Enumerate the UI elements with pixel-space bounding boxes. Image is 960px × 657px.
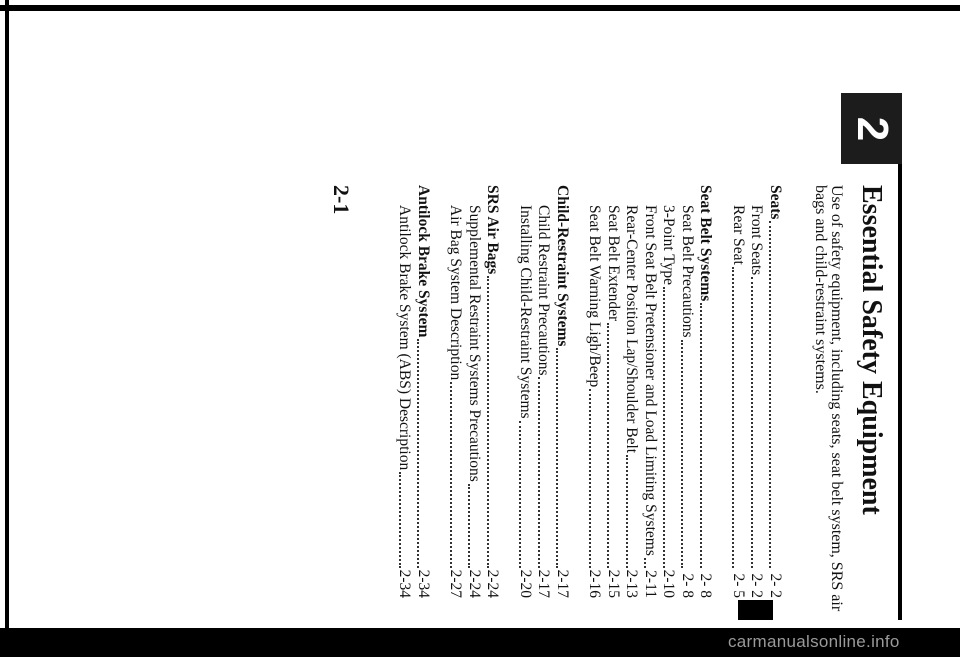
toc-page-ref: 2-24: [484, 569, 502, 598]
intro-line: bags and child-restraint systems.: [812, 185, 829, 394]
toc-entry[interactable]: [516, 185, 535, 598]
watermark-text: carmanualsonline.info: [728, 632, 900, 651]
toc-label: Seat Belt Warning Ligh/Beep: [586, 205, 604, 388]
toc-page-ref: 2-13: [623, 569, 641, 598]
toc-page-ref: 2-34: [415, 569, 432, 598]
toc-label: Antilock Brake System: [415, 185, 432, 338]
toc-entry[interactable]: [534, 185, 553, 598]
toc-page-ref: 2- 5: [730, 573, 747, 598]
toc-label: 3-Point Type: [660, 205, 678, 286]
toc-leader-dots: [538, 377, 540, 567]
toc-gap: [502, 185, 516, 598]
toc-page-ref: 2-17: [535, 569, 553, 598]
toc-leader-dots: [645, 558, 647, 568]
toc-page-ref: 2- 8: [697, 573, 715, 598]
top-border: [0, 5, 960, 11]
left-border: [5, 0, 9, 657]
chapter-tab: [841, 93, 902, 164]
toc-leader-dots: [450, 382, 452, 567]
page-content: [298, 185, 888, 612]
toc-section-heading[interactable]: [414, 185, 433, 598]
toc-label: Front Seat Belt Pretensioner and Load Limiting Systems: [642, 205, 659, 556]
toc-label: SRS Air Bags: [484, 185, 502, 275]
toc-entry[interactable]: [446, 185, 465, 598]
toc-leader-dots: [608, 323, 610, 567]
toc-page-ref: 2- 2: [748, 573, 766, 598]
toc-entry[interactable]: [729, 185, 748, 598]
toc-entry[interactable]: [659, 185, 678, 598]
toc-page-ref: 2-34: [396, 569, 414, 598]
toc-label: Seat Belt Extender: [605, 205, 622, 322]
toc-page-ref: 2-17: [554, 569, 571, 598]
toc-label: Antilock Brake System (ABS) Description: [396, 205, 414, 471]
toc-gap: [715, 185, 729, 598]
toc-leader-dots: [751, 277, 753, 568]
chapter-number: 2: [847, 116, 897, 141]
toc-leader-dots: [418, 339, 420, 567]
toc-leader-dots: [487, 276, 489, 567]
toc-leader-dots: [399, 472, 401, 567]
toc-label: Front Seats: [748, 205, 766, 276]
toc-label: Child-Restraint Systems: [554, 185, 571, 347]
toc-page-ref: 2-15: [605, 569, 622, 598]
toc-entry[interactable]: [395, 185, 414, 598]
toc-entry[interactable]: [585, 185, 604, 598]
toc-leader-dots: [682, 340, 684, 568]
toc-leader-dots: [770, 221, 772, 568]
toc-leader-dots: [557, 348, 559, 567]
toc-entry[interactable]: [622, 185, 641, 598]
toc-label: Seat Belt Systems: [697, 185, 715, 302]
table-of-contents: [395, 185, 784, 598]
toc-section-heading[interactable]: [553, 185, 572, 598]
toc-entry[interactable]: [678, 185, 697, 598]
toc-label: Air Bag System Description: [447, 205, 465, 381]
toc-entry[interactable]: [641, 185, 660, 598]
toc-label: Seats: [767, 185, 784, 220]
toc-page-ref: 2-27: [447, 569, 465, 598]
toc-section-heading[interactable]: [766, 185, 785, 598]
toc-page-ref: 2-16: [586, 569, 604, 598]
toc-page-ref: 2- 2: [767, 573, 784, 598]
toc-label: Seat Belt Precautions: [679, 205, 696, 338]
section-rule: [898, 164, 902, 620]
toc-leader-dots: [733, 267, 735, 568]
toc-gap: [571, 185, 585, 598]
toc-label: Child Restraint Precautions: [535, 205, 553, 376]
toc-page-ref: 2- 8: [679, 573, 696, 598]
intro-line: Use of safety equipment, including seats, seat belt system, SRS air: [828, 185, 845, 612]
toc-page-ref: 2-11: [642, 570, 659, 598]
toc-section-heading[interactable]: [483, 185, 502, 598]
toc-entry[interactable]: [604, 185, 623, 598]
toc-page-ref: 2-10: [660, 569, 678, 598]
toc-label: Rear-Center Position Lap/Shoulder Belt: [623, 205, 641, 454]
toc-section-heading[interactable]: [696, 185, 715, 598]
toc-gap: [432, 185, 446, 598]
toc-leader-dots: [700, 303, 702, 568]
toc-page-ref: 2-20: [517, 569, 534, 598]
toc-label: Rear Seat: [730, 205, 747, 265]
toc-label: Installing Child-Restraint Systems: [517, 205, 534, 419]
toc-leader-dots: [520, 421, 522, 568]
page-number: 2-1: [329, 185, 354, 215]
toc-leader-dots: [626, 455, 628, 568]
toc-entry[interactable]: [465, 185, 484, 598]
toc-leader-dots: [469, 484, 471, 568]
page-title: Essential Safety Equipment: [856, 185, 887, 515]
toc-leader-dots: [663, 287, 665, 568]
toc-page-ref: 2-24: [466, 569, 483, 598]
toc-label: Supplemental Restraint Systems Precautions: [466, 205, 483, 482]
toc-entry[interactable]: [747, 185, 766, 598]
toc-leader-dots: [589, 389, 591, 567]
intro-text: [812, 185, 845, 612]
